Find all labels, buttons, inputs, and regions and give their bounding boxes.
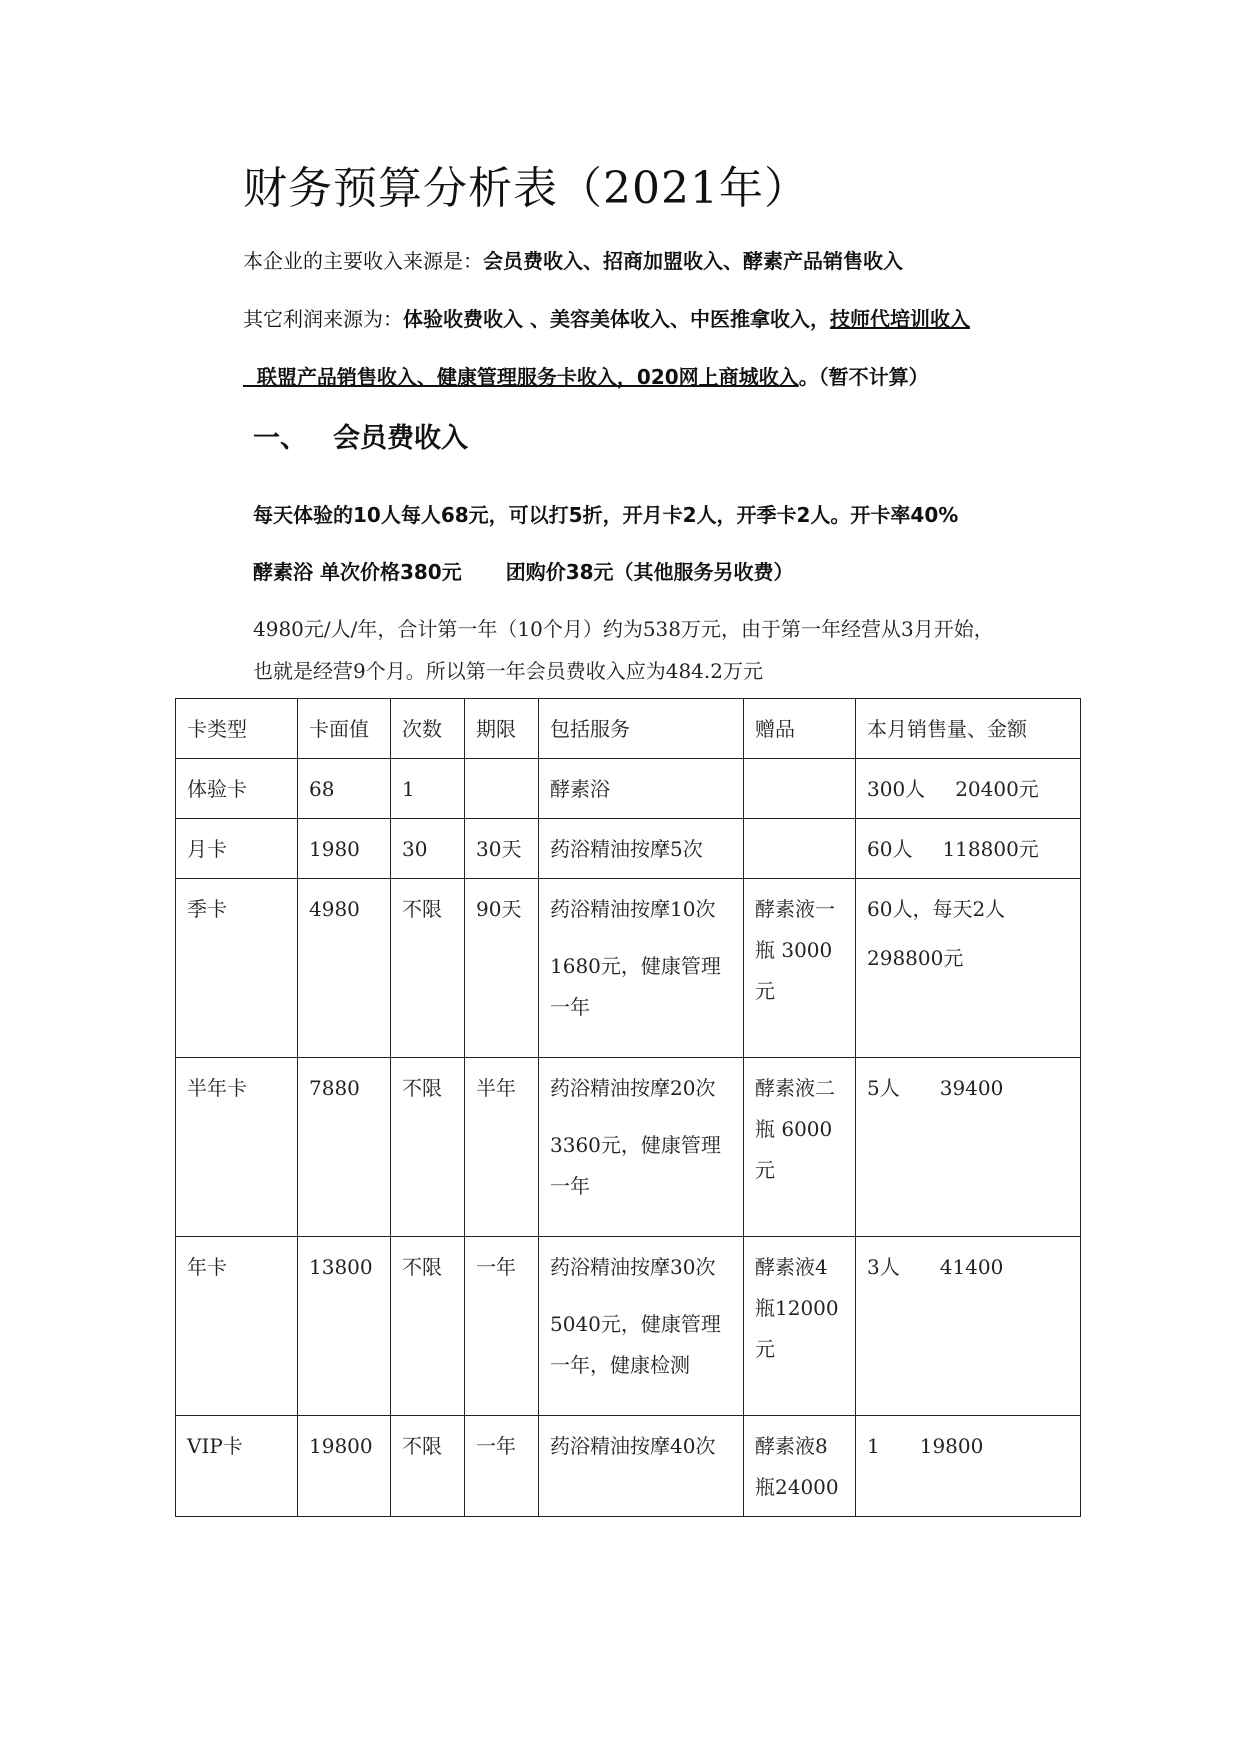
sales-item: 298800元	[867, 946, 964, 970]
card-sales-cell	[856, 819, 1081, 879]
single-price-text: 酵素浴 单次价格380元	[253, 560, 462, 584]
sales-item: 19800	[919, 1434, 984, 1458]
card-service-cell	[539, 879, 744, 1058]
table-header-cell: 次数	[391, 699, 465, 759]
card-sales-cell	[856, 759, 1081, 819]
group-price-text: 团购价38元（其他服务另收费）	[505, 560, 794, 584]
service-item: 药浴精油按摩20次	[550, 1076, 716, 1100]
sales-item: 5人	[867, 1076, 900, 1100]
sales-item: 3人	[867, 1255, 900, 1279]
page-title: 财务预算分析表（2021年）	[243, 163, 809, 214]
service-item: 酵素浴	[550, 777, 610, 801]
card-gift-cell: 酵素液二瓶 6000元	[744, 1058, 856, 1237]
membership-calc-paragraph-2: 也就是经营9个月。所以第一年会员费收入应为484.2万元	[253, 659, 763, 683]
table-row	[176, 879, 1081, 1058]
card-gift-cell: 酵素液4瓶12000元	[744, 1237, 856, 1416]
card-service-cell	[539, 1416, 744, 1517]
card-service-cell	[539, 1058, 744, 1237]
card-gift-cell: 酵素液8瓶24000	[744, 1416, 856, 1517]
card-value-cell: 68	[298, 759, 391, 819]
section-number: 一、	[253, 423, 307, 454]
card-term-cell: 半年	[465, 1058, 539, 1237]
card-term-cell: 90天	[465, 879, 539, 1058]
table-header-cell: 期限	[465, 699, 539, 759]
other-income-prefix: 其它利润来源为：	[243, 307, 403, 331]
table-header-cell: 本月销售量、金额	[856, 699, 1081, 759]
other-income-suffix: 。（暂不计算）	[798, 365, 929, 389]
service-item: 药浴精油按摩10次	[550, 897, 716, 921]
table-header-cell: 卡面值	[298, 699, 391, 759]
card-sales-cell	[856, 1058, 1081, 1237]
other-income-line-continued	[243, 361, 929, 390]
card-value-cell: 7880	[298, 1058, 391, 1237]
other-income-underlined-2: 联盟产品销售收入、健康管理服务卡收入，020网上商城收入	[243, 365, 799, 389]
table-header-cell: 包括服务	[539, 699, 744, 759]
section-heading	[253, 416, 468, 455]
card-times-cell: 不限	[391, 1416, 465, 1517]
card-value-cell: 1980	[298, 819, 391, 879]
sales-item: 1	[867, 1434, 880, 1458]
other-income-underlined: 技师代培训收入	[829, 307, 970, 331]
sales-item: 20400元	[955, 777, 1039, 801]
card-gift-cell: 酵素液一瓶 3000元	[744, 879, 856, 1058]
card-term-cell: 一年	[465, 1416, 539, 1517]
sales-item: 60人	[867, 837, 913, 861]
table-row	[176, 1237, 1081, 1416]
card-type-cell: VIP卡	[176, 1416, 298, 1517]
table-row	[176, 759, 1081, 819]
card-gift-cell	[744, 759, 856, 819]
card-value-cell: 4980	[298, 879, 391, 1058]
main-income-prefix: 本企业的主要收入来源是：	[243, 249, 483, 273]
card-term-cell	[465, 759, 539, 819]
table-row	[176, 1058, 1081, 1237]
card-type-cell: 月卡	[176, 819, 298, 879]
enzyme-bath-price-paragraph	[253, 556, 794, 585]
table-header-cell: 卡类型	[176, 699, 298, 759]
table-header-cell: 赠品	[744, 699, 856, 759]
sales-item: 41400	[939, 1255, 1004, 1279]
service-item: 药浴精油按摩5次	[550, 837, 703, 861]
sales-item: 300人	[867, 777, 926, 801]
card-type-cell: 半年卡	[176, 1058, 298, 1237]
card-term-cell: 一年	[465, 1237, 539, 1416]
sales-item: 39400	[939, 1076, 1004, 1100]
card-type-cell: 季卡	[176, 879, 298, 1058]
card-sales-cell	[856, 1237, 1081, 1416]
card-sales-cell	[856, 879, 1081, 1058]
card-times-cell: 30	[391, 819, 465, 879]
section-title: 会员费收入	[333, 423, 468, 454]
service-item: 药浴精油按摩40次	[550, 1434, 716, 1458]
card-times-cell: 不限	[391, 1237, 465, 1416]
main-income-sources: 会员费收入、招商加盟收入、酵素产品销售收入	[483, 249, 903, 273]
card-gift-cell	[744, 819, 856, 879]
table-row	[176, 1416, 1081, 1517]
card-sales-cell	[856, 1416, 1081, 1517]
card-times-cell: 1	[391, 759, 465, 819]
service-item: 5040元，健康管理一年，健康检测	[550, 1312, 721, 1377]
other-income-line	[243, 303, 970, 332]
service-item: 药浴精油按摩30次	[550, 1255, 716, 1279]
service-item: 1680元，健康管理一年	[550, 954, 721, 1019]
membership-calc-paragraph: 4980元/人/年，合计第一年（10个月）约为538万元，由于第一年经营从3月开始，	[253, 617, 994, 641]
table-header-row	[176, 699, 1081, 759]
card-value-cell: 13800	[298, 1237, 391, 1416]
card-term-cell: 30天	[465, 819, 539, 879]
experience-paragraph: 每天体验的10人每人68元，可以打5折，开月卡2人，开季卡2人。开卡率40%	[253, 503, 959, 527]
card-type-cell: 年卡	[176, 1237, 298, 1416]
sales-item: 60人，每天2人	[867, 897, 1006, 921]
sales-item: 118800元	[942, 837, 1039, 861]
table-row	[176, 819, 1081, 879]
card-times-cell: 不限	[391, 1058, 465, 1237]
card-value-cell: 19800	[298, 1416, 391, 1517]
card-service-cell	[539, 1237, 744, 1416]
main-income-line	[243, 245, 903, 274]
card-service-cell	[539, 819, 744, 879]
service-item: 3360元，健康管理一年	[550, 1133, 721, 1198]
membership-card-table	[175, 698, 1081, 1517]
other-income-sources: 体验收费收入 、美容美体收入、中医推拿收入，	[403, 307, 830, 331]
card-times-cell: 不限	[391, 879, 465, 1058]
card-service-cell	[539, 759, 744, 819]
card-type-cell: 体验卡	[176, 759, 298, 819]
